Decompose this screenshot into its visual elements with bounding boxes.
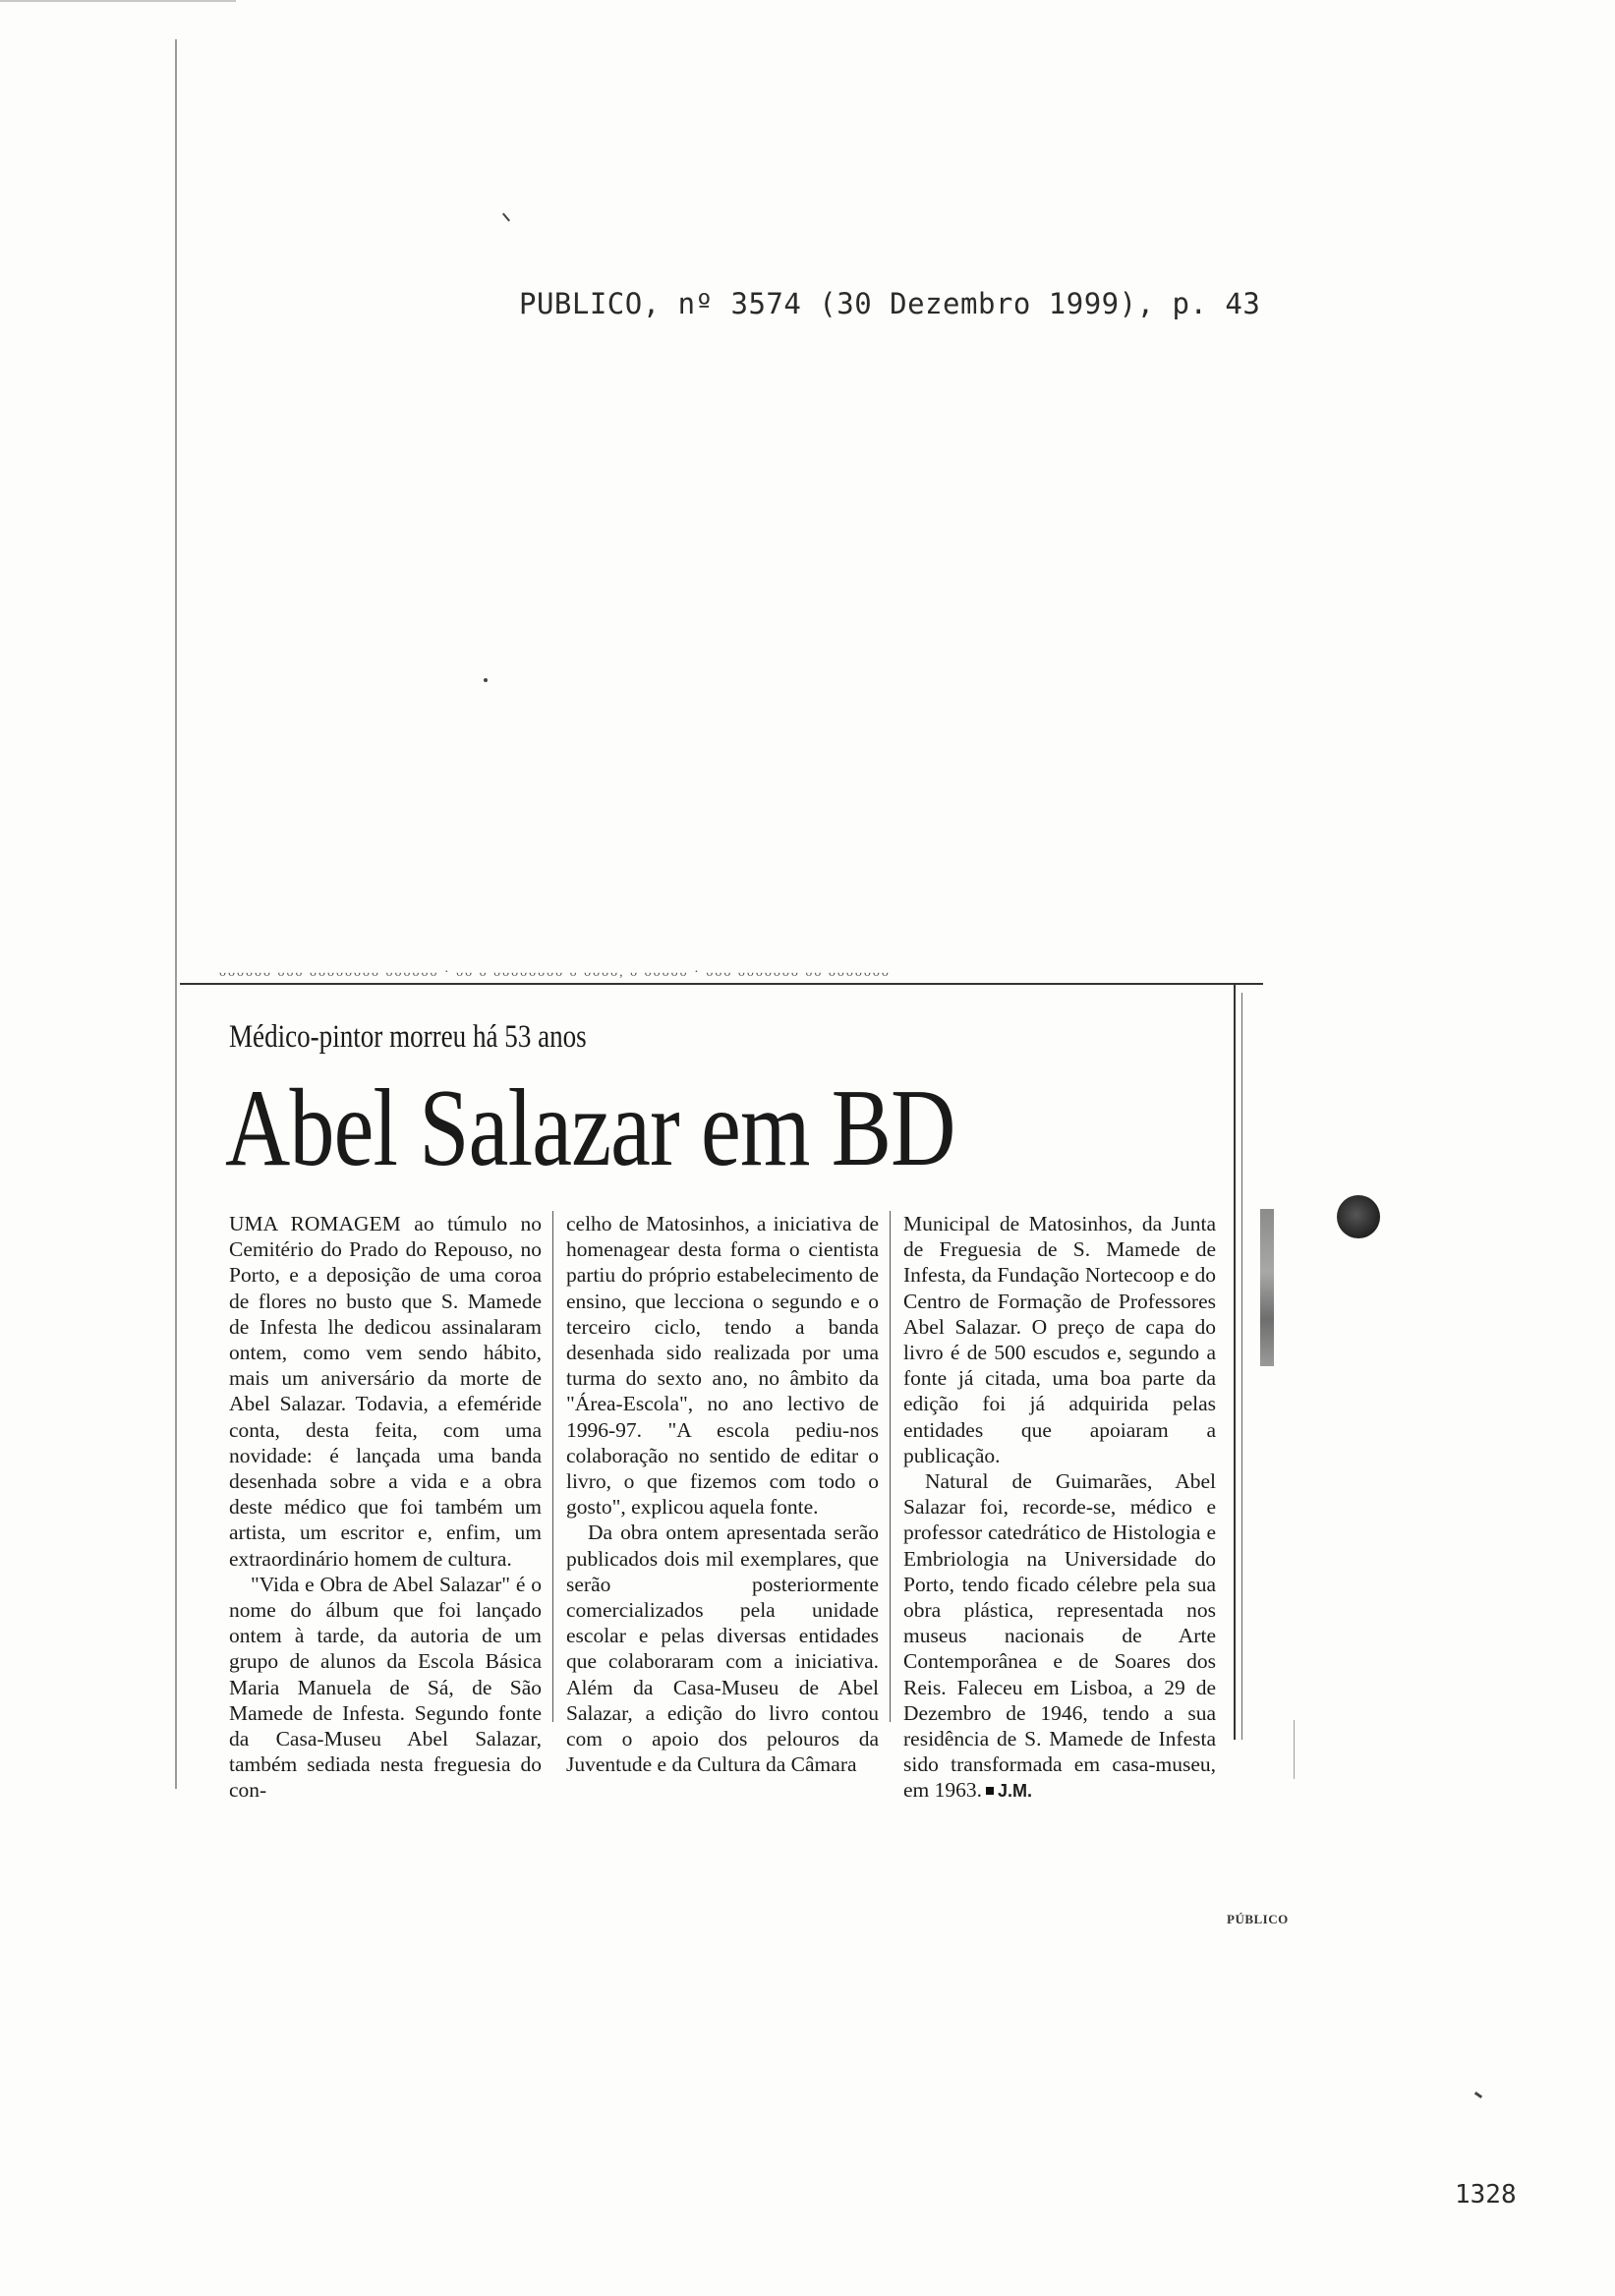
article-column-1 <box>229 1211 542 1804</box>
paragraph: UMA ROMAGEM ao túmulo no Cemitério do Prado do Repouso, no Porto, e a deposição de uma coroa de flores no busto que S. Mamede de Infesta lhe dedicou assinalaram ontem, como vem sendo hábito, mais um aniversário da morte de Abel Salazar. Todavia, a efeméride conta, desta feita, com uma novidade: é lançada uma banda desenhada sobre a vida e a obra deste médico que foi também um artista, um escritor e, enfim, um extraordinário homem de cultura. <box>229 1212 542 1571</box>
stray-mark <box>1474 2092 1482 2098</box>
article-kicker: Médico-pintor morreu há 53 anos <box>229 1019 587 1055</box>
photo-strip-fragment <box>1260 1209 1274 1366</box>
article-column-3 <box>903 1211 1216 1805</box>
article-body <box>229 1211 1232 1803</box>
byline: J.M. <box>998 1781 1033 1802</box>
stray-mark <box>484 678 488 682</box>
column-divider <box>552 1211 553 1722</box>
publisher-tag: PÚBLICO <box>1227 1912 1289 1926</box>
end-mark-icon <box>986 1787 994 1795</box>
scan-edge <box>0 0 236 2</box>
paragraph-text: Natural de Guimarães, Abel Salazar foi, recorde-se, médico e professor catedrático de Histologia e Embriologia na Universidade do Porto, tendo ficado célebre pela sua obra plástica, representada nos museus nacionais de Arte Contemporânea e de Soares dos Reis. Faleceu em Lisboa, a 29 de Dezembro de 1946, tendo a sua residência de S. Mamede de Infesta sido transformada em casa-museu, em 1963. <box>903 1469 1216 1803</box>
stray-mark <box>502 213 510 222</box>
page-number: 1328 <box>1455 2180 1517 2210</box>
cut-off-text-line: ᴗᴗᴗᴗᴗᴗ ᴗᴗᴗ ᴗᴗᴗᴗᴗᴗᴗᴗ ᴗᴗᴗᴗᴗᴗ · ᴗᴗ ᴗ ᴗᴗᴗᴗᴗᴗᴗᴗ ᴗ ᴗᴗᴗᴗ, ᴗ ᴗᴗᴗᴗᴗ · ᴗᴗᴗ ᴗᴗᴗᴗᴗᴗᴗ ᴗᴗ ᴗᴗᴗᴗᴗᴗᴗ <box>219 965 891 979</box>
article-column-2 <box>566 1211 879 1777</box>
paragraph <box>903 1468 1216 1805</box>
paragraph: Municipal de Matosinhos, da Junta de Freguesia de S. Mamede de Infesta, da Fundação Nortecoop e do Centro de Formação de Professores Abel Salazar. O preço de capa do livro é de 500 escudos e, segundo a fonte já citada, uma boa parte da edição foi já adquirida pelas entidades que apoiaram a publicação. <box>903 1212 1216 1467</box>
scan-edge <box>175 39 177 1789</box>
column-divider <box>890 1211 891 1722</box>
stray-mark <box>1294 1720 1295 1779</box>
newspaper-clipping <box>180 965 1263 1803</box>
clipping-right-rule <box>1234 983 1236 1740</box>
paragraph: celho de Matosinhos, a iniciativa de homenagear desta forma o cientista partiu do próprio estabelecimento de ensino, que lecciona o segundo e o terceiro ciclo, tendo a banda desenhada sido realizada por uma turma do sexto ano, no âmbito da "Área-Escola", no ano lectivo de 1996-97. "A escola pediu-nos colaboração no sentido de editar o livro, o que fizemos com todo o gosto", explicou aquela fonte. <box>566 1212 879 1520</box>
clipping-top-rule <box>180 983 1263 985</box>
hole-punch-icon <box>1337 1195 1380 1238</box>
article-headline: Abel Salazar em BD <box>225 1067 955 1189</box>
paragraph: Da obra ontem apresentada serão publicados dois mil exemplares, que serão posteriormente comercializados pela unidade escolar e pelas diversas entidades que colaboraram com a iniciativa. Além da Casa-Museu de Abel Salazar, a edição do livro contou com o apoio dos pelouros da Juventude e da Cultura da Câmara <box>566 1521 879 1777</box>
paragraph: "Vida e Obra de Abel Salazar" é o nome do álbum que foi lançado ontem à tarde, da autoria de um grupo de alunos da Escola Básica Maria Manuela de Sá, de São Mamede de Infesta. Segundo fonte da Casa-Museu Abel Salazar, também sediada nesta freguesia do con- <box>229 1572 542 1803</box>
clipping-right-rule <box>1241 993 1242 1740</box>
source-reference: PUBLICO, nº 3574 (30 Dezembro 1999), p. 43 <box>519 287 1261 320</box>
